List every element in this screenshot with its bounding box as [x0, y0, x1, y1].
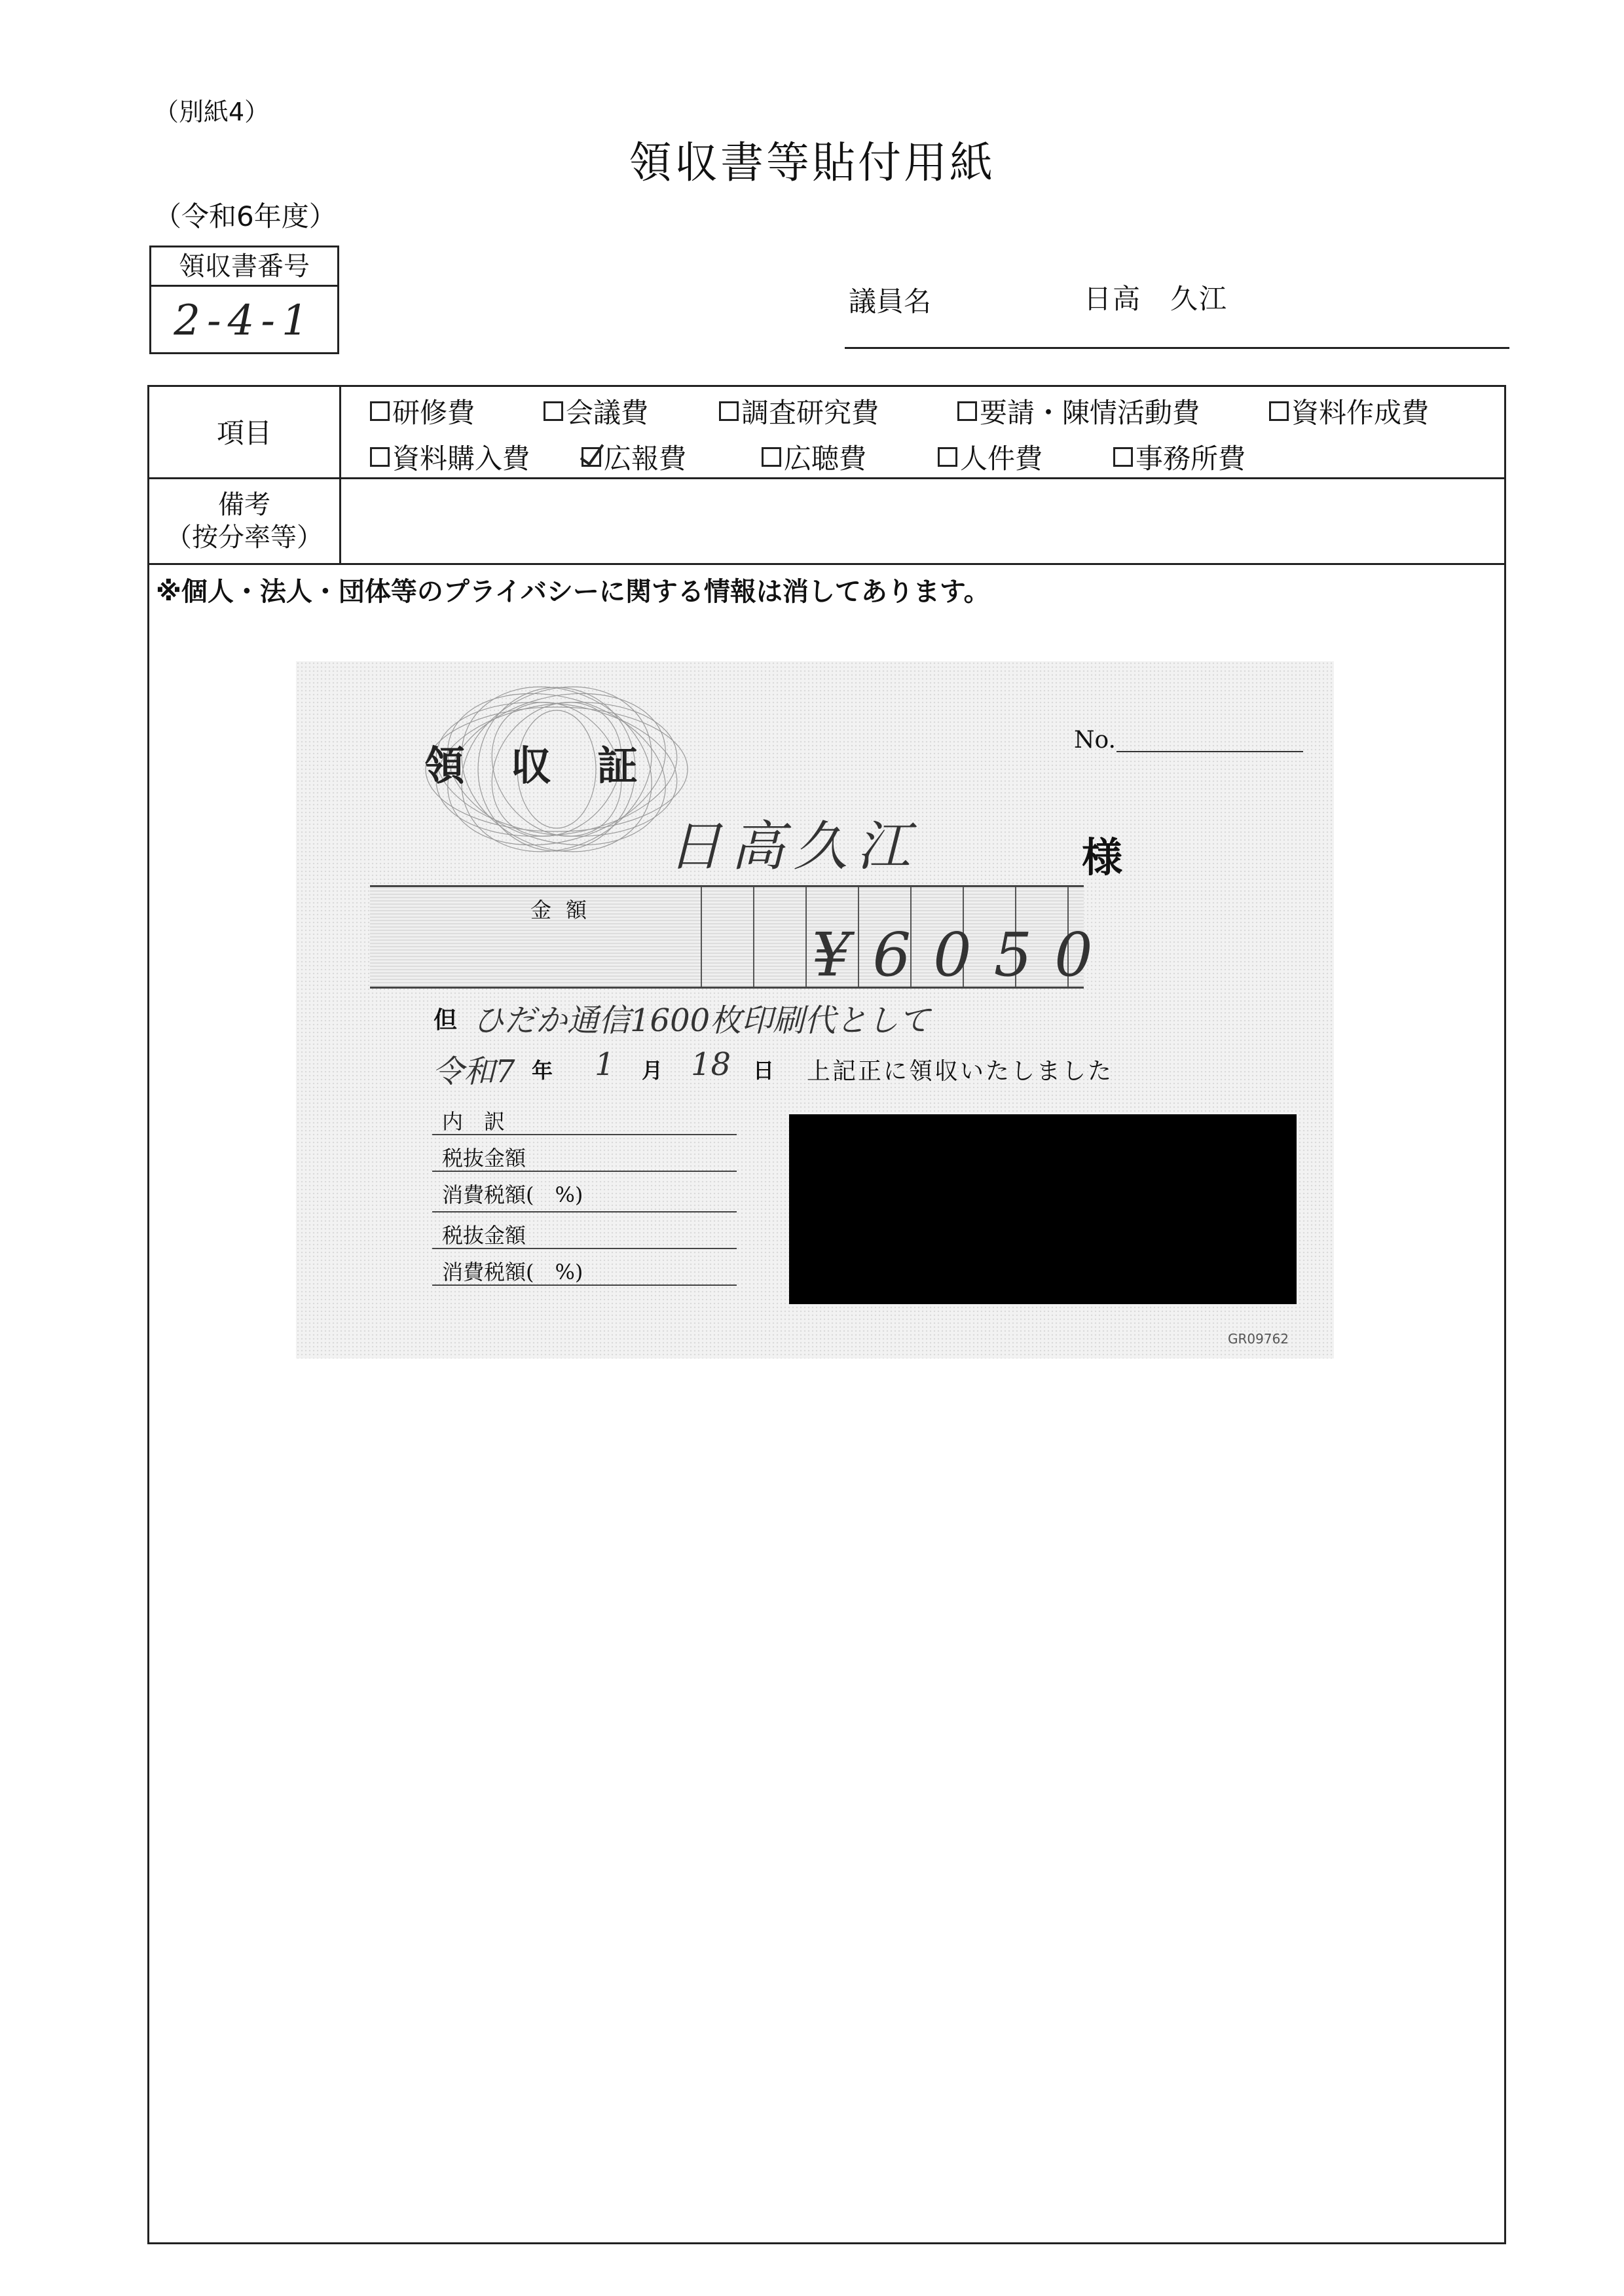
option-meeting[interactable]	[544, 392, 648, 431]
option-label: 事務所費	[1135, 443, 1246, 475]
fiscal-year: （令和6年度）	[154, 200, 337, 232]
receipt-no-label: No.	[1074, 727, 1116, 754]
option-label: 人件費	[960, 443, 1043, 475]
receipt-number-box	[149, 246, 339, 354]
member-name-label: 議員名	[849, 285, 932, 318]
breakdown-line	[432, 1285, 737, 1286]
option-document-creation[interactable]	[1269, 392, 1429, 431]
option-personnel[interactable]	[938, 437, 1043, 477]
option-office[interactable]	[1113, 437, 1246, 477]
checkbox[interactable]	[544, 401, 563, 421]
page-title: 領収書等貼付用紙	[629, 137, 995, 188]
date-month: 1	[595, 1046, 615, 1083]
receipt-no-underline	[1116, 751, 1303, 752]
breakdown-line	[432, 1171, 737, 1172]
breakdown-item: 税抜金額	[442, 1223, 526, 1248]
notes-header-line2: （按分率等）	[166, 522, 323, 553]
redaction-block	[789, 1114, 1297, 1304]
member-name-value: 日高 久江	[1084, 283, 1228, 315]
breakdown-item: 消費税額( %)	[442, 1182, 583, 1207]
option-label: 会議費	[566, 397, 649, 429]
amount-column-line	[805, 887, 807, 987]
receipt-title: 領収証	[424, 742, 684, 790]
option-label: 広報費	[604, 443, 687, 475]
attachment-label: （別紙4）	[154, 98, 270, 126]
breakdown-item: 税抜金額	[442, 1146, 526, 1171]
payee-honorific: 様	[1082, 833, 1123, 881]
amount-column-line	[701, 887, 702, 987]
option-label: 広聴費	[784, 443, 867, 475]
amount-column-line	[753, 887, 754, 987]
option-label: 要請・陳情活動費	[980, 397, 1200, 429]
option-public-relations[interactable]	[581, 437, 686, 477]
receipt-number-label: 領収書番号	[151, 247, 337, 287]
table-divider	[339, 385, 341, 564]
checkbox[interactable]	[1269, 401, 1289, 421]
table-divider	[147, 563, 1506, 565]
option-label: 研修費	[392, 397, 475, 429]
checkbox[interactable]	[957, 401, 977, 421]
breakdown-title: 内 訳	[442, 1109, 506, 1134]
option-public-hearing[interactable]	[762, 437, 866, 477]
option-research[interactable]	[719, 392, 879, 431]
privacy-note: ※個人・法人・団体等のプライバシーに関する情報は消してあります。	[156, 577, 990, 607]
option-document-purchase[interactable]	[370, 437, 530, 477]
receipt-statement: 上記正に領収いたしました	[807, 1058, 1114, 1085]
date-month-unit: 月	[642, 1058, 663, 1083]
checkbox[interactable]	[370, 401, 390, 421]
notes-header	[149, 479, 339, 563]
receipt-number-value: 2-4-1	[174, 297, 315, 345]
checkbox[interactable]	[719, 401, 739, 421]
option-training[interactable]	[370, 392, 475, 431]
checkbox-checked[interactable]	[581, 447, 601, 467]
date-year-unit: 年	[532, 1058, 553, 1083]
notes-header-line1: 備考	[218, 489, 270, 520]
amount-label: 金額	[530, 898, 602, 922]
receipt-form-code: GR09762	[1228, 1331, 1289, 1347]
checkbox[interactable]	[370, 447, 390, 467]
purpose-text: ひだか通信1600枚印刷代として	[473, 1002, 931, 1039]
breakdown-line	[432, 1248, 737, 1249]
purpose-prefix: 但	[434, 1006, 458, 1034]
table-divider	[147, 477, 1506, 479]
checkbox[interactable]	[1113, 447, 1133, 467]
option-label: 資料作成費	[1291, 397, 1430, 429]
date-era-year: 令和7	[432, 1053, 515, 1090]
payee-name: 日高久江	[668, 816, 919, 878]
date-day-unit: 日	[753, 1058, 775, 1083]
option-label: 調査研究費	[741, 397, 879, 429]
breakdown-line	[432, 1211, 737, 1212]
checkbox[interactable]	[762, 447, 781, 467]
checkbox[interactable]	[938, 447, 957, 467]
option-petition[interactable]	[957, 392, 1200, 431]
amount-value: ¥6050	[812, 920, 1115, 990]
date-day: 18	[691, 1046, 731, 1083]
member-name-underline	[845, 347, 1509, 349]
breakdown-item: 消費税額( %)	[442, 1260, 583, 1285]
item-header: 項目	[216, 416, 272, 449]
option-label: 資料購入費	[392, 443, 530, 475]
breakdown-line	[432, 1134, 737, 1135]
